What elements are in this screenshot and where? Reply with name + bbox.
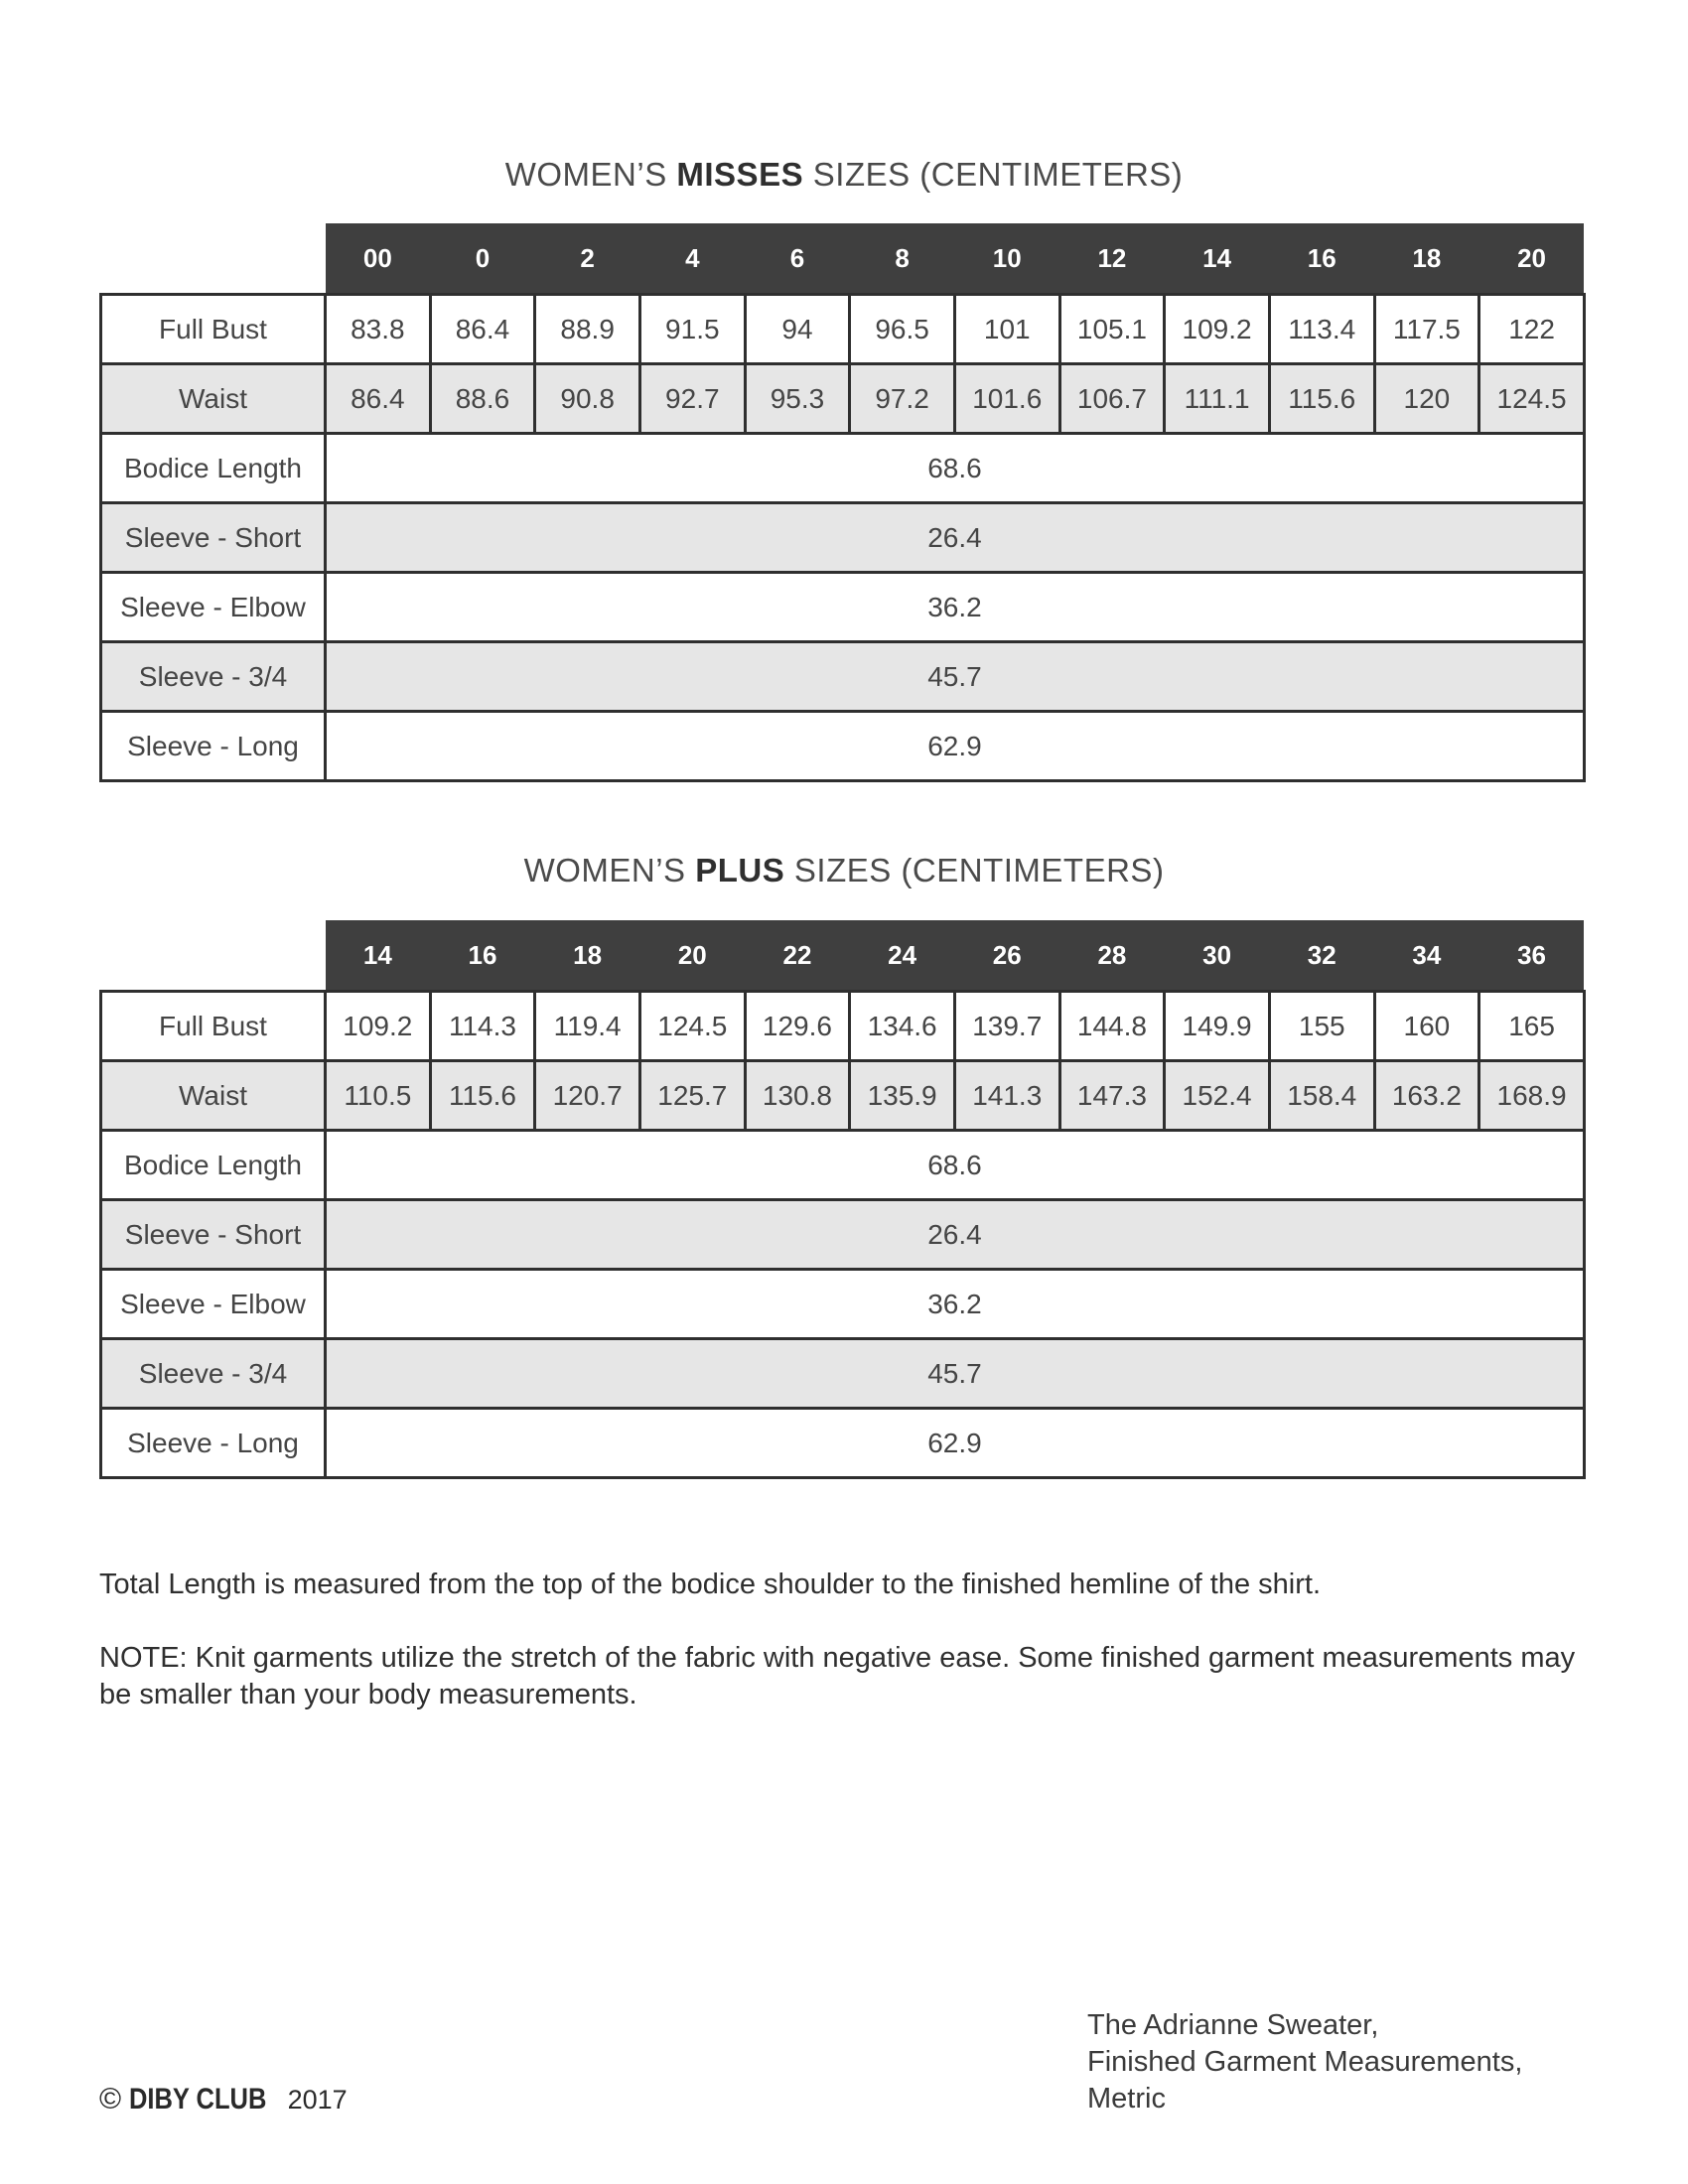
row-label: Waist — [101, 1061, 326, 1131]
size-header: 4 — [639, 223, 745, 295]
waist-cell: 168.9 — [1479, 1061, 1585, 1131]
row-value: 45.7 — [326, 1339, 1585, 1409]
full-bust-cell: 117.5 — [1374, 295, 1479, 364]
waist-cell: 124.5 — [1479, 364, 1585, 434]
full-bust-cell: 86.4 — [430, 295, 535, 364]
row-value: 68.6 — [326, 434, 1585, 503]
waist-cell: 158.4 — [1269, 1061, 1374, 1131]
row-label: Waist — [101, 364, 326, 434]
size-header: 36 — [1479, 920, 1585, 992]
row-value: 45.7 — [326, 642, 1585, 712]
header-corner — [101, 223, 326, 295]
row-value: 36.2 — [326, 1270, 1585, 1339]
brand-name: DIBY CLUB — [129, 2083, 267, 2116]
row-value: 62.9 — [326, 1409, 1585, 1478]
waist-cell: 115.6 — [1269, 364, 1374, 434]
full-bust-cell: 113.4 — [1269, 295, 1374, 364]
size-header: 26 — [954, 920, 1059, 992]
row-value: 68.6 — [326, 1131, 1585, 1200]
copyright-year: 2017 — [287, 2085, 348, 2115]
full-bust-cell: 91.5 — [639, 295, 745, 364]
full-bust-cell: 119.4 — [535, 992, 640, 1061]
knit-note: NOTE: Knit garments utilize the stretch of the fabric with negative ease. Some finished garment measurements may be smaller than your body measurements. — [99, 1642, 1576, 1710]
full-bust-cell: 139.7 — [954, 992, 1059, 1061]
size-header-row — [101, 223, 1585, 295]
bodice-length-row — [101, 1131, 1585, 1200]
waist-cell: 111.1 — [1165, 364, 1270, 434]
caption-line: Finished Garment Measurements, — [1087, 2046, 1523, 2078]
full-bust-cell: 160 — [1374, 992, 1479, 1061]
size-header: 18 — [1374, 223, 1479, 295]
size-header: 16 — [1269, 223, 1374, 295]
size-header: 18 — [535, 920, 640, 992]
full-bust-cell: 109.2 — [326, 992, 431, 1061]
row-label: Sleeve - 3/4 — [101, 642, 326, 712]
size-header: 32 — [1269, 920, 1374, 992]
full-bust-cell: 134.6 — [850, 992, 955, 1061]
row-label: Sleeve - Long — [101, 1409, 326, 1478]
waist-cell: 106.7 — [1059, 364, 1165, 434]
size-header-row — [101, 920, 1585, 992]
sleeve-three-quarter-row — [101, 1339, 1585, 1409]
waist-cell: 92.7 — [639, 364, 745, 434]
copyright-symbol: © — [99, 2083, 122, 2116]
row-label: Sleeve - Short — [101, 1200, 326, 1270]
row-label: Bodice Length — [101, 1131, 326, 1200]
row-label: Full Bust — [101, 295, 326, 364]
waist-cell: 141.3 — [954, 1061, 1059, 1131]
bodice-length-row — [101, 434, 1585, 503]
size-header: 16 — [430, 920, 535, 992]
size-header: 12 — [1059, 223, 1165, 295]
caption-line: The Adrianne Sweater, — [1087, 2009, 1379, 2041]
misses-size-table — [99, 223, 1586, 782]
sleeve-short-row — [101, 503, 1585, 573]
size-header: 22 — [745, 920, 850, 992]
waist-cell: 135.9 — [850, 1061, 955, 1131]
row-label: Sleeve - Short — [101, 503, 326, 573]
sleeve-elbow-row — [101, 573, 1585, 642]
full-bust-cell: 155 — [1269, 992, 1374, 1061]
full-bust-cell: 88.9 — [535, 295, 640, 364]
waist-cell: 152.4 — [1165, 1061, 1270, 1131]
brand-logo — [99, 2083, 348, 2116]
full-bust-cell: 105.1 — [1059, 295, 1165, 364]
size-header: 2 — [535, 223, 640, 295]
waist-cell: 90.8 — [535, 364, 640, 434]
waist-row — [101, 1061, 1585, 1131]
waist-cell: 88.6 — [430, 364, 535, 434]
sleeve-long-row — [101, 712, 1585, 781]
full-bust-cell: 149.9 — [1165, 992, 1270, 1061]
size-header: 00 — [326, 223, 431, 295]
sleeve-long-row — [101, 1409, 1585, 1478]
row-value: 36.2 — [326, 573, 1585, 642]
full-bust-cell: 109.2 — [1165, 295, 1270, 364]
size-header: 10 — [954, 223, 1059, 295]
size-header: 6 — [745, 223, 850, 295]
waist-row — [101, 364, 1585, 434]
row-label: Sleeve - Elbow — [101, 1270, 326, 1339]
waist-cell: 130.8 — [745, 1061, 850, 1131]
size-header: 20 — [1479, 223, 1585, 295]
total-length-note: Total Length is measured from the top of the bodice shoulder to the finished hemline of the shirt. — [99, 1569, 1322, 1600]
waist-cell: 163.2 — [1374, 1061, 1479, 1131]
plus-table-title — [0, 852, 1688, 889]
row-value: 26.4 — [326, 1200, 1585, 1270]
size-header: 0 — [430, 223, 535, 295]
size-header: 14 — [326, 920, 431, 992]
full-bust-cell: 122 — [1479, 295, 1585, 364]
full-bust-cell: 101 — [954, 295, 1059, 364]
waist-cell: 86.4 — [326, 364, 431, 434]
title-bold: MISSES — [676, 156, 804, 193]
misses-table-title — [0, 156, 1688, 194]
row-label: Sleeve - Elbow — [101, 573, 326, 642]
full-bust-cell: 83.8 — [326, 295, 431, 364]
row-label: Sleeve - Long — [101, 712, 326, 781]
size-header: 8 — [850, 223, 955, 295]
size-header: 14 — [1165, 223, 1270, 295]
title-prefix: WOMEN’S — [523, 852, 696, 888]
row-label: Full Bust — [101, 992, 326, 1061]
waist-cell: 115.6 — [430, 1061, 535, 1131]
sleeve-elbow-row — [101, 1270, 1585, 1339]
size-header: 30 — [1165, 920, 1270, 992]
title-bold: PLUS — [695, 852, 785, 888]
title-suffix: SIZES (CENTIMETERS) — [803, 156, 1184, 193]
full-bust-cell: 144.8 — [1059, 992, 1165, 1061]
title-suffix: SIZES (CENTIMETERS) — [784, 852, 1165, 888]
sleeve-short-row — [101, 1200, 1585, 1270]
size-header: 28 — [1059, 920, 1165, 992]
full-bust-cell: 124.5 — [639, 992, 745, 1061]
waist-cell: 97.2 — [850, 364, 955, 434]
row-value: 26.4 — [326, 503, 1585, 573]
waist-cell: 101.6 — [954, 364, 1059, 434]
size-header: 20 — [639, 920, 745, 992]
caption-line: Metric — [1087, 2083, 1166, 2115]
full-bust-cell: 129.6 — [745, 992, 850, 1061]
row-value: 62.9 — [326, 712, 1585, 781]
full-bust-row — [101, 992, 1585, 1061]
plus-size-table — [99, 920, 1586, 1479]
full-bust-row — [101, 295, 1585, 364]
waist-cell: 120.7 — [535, 1061, 640, 1131]
title-prefix: WOMEN’S — [504, 156, 677, 193]
waist-cell: 125.7 — [639, 1061, 745, 1131]
waist-cell: 110.5 — [326, 1061, 431, 1131]
document-caption — [1087, 2007, 1522, 2117]
size-header: 24 — [850, 920, 955, 992]
full-bust-cell: 96.5 — [850, 295, 955, 364]
waist-cell: 147.3 — [1059, 1061, 1165, 1131]
header-corner — [101, 920, 326, 992]
waist-cell: 120 — [1374, 364, 1479, 434]
sleeve-three-quarter-row — [101, 642, 1585, 712]
row-label: Sleeve - 3/4 — [101, 1339, 326, 1409]
waist-cell: 95.3 — [745, 364, 850, 434]
full-bust-cell: 165 — [1479, 992, 1585, 1061]
full-bust-cell: 94 — [745, 295, 850, 364]
full-bust-cell: 114.3 — [430, 992, 535, 1061]
size-header: 34 — [1374, 920, 1479, 992]
row-label: Bodice Length — [101, 434, 326, 503]
